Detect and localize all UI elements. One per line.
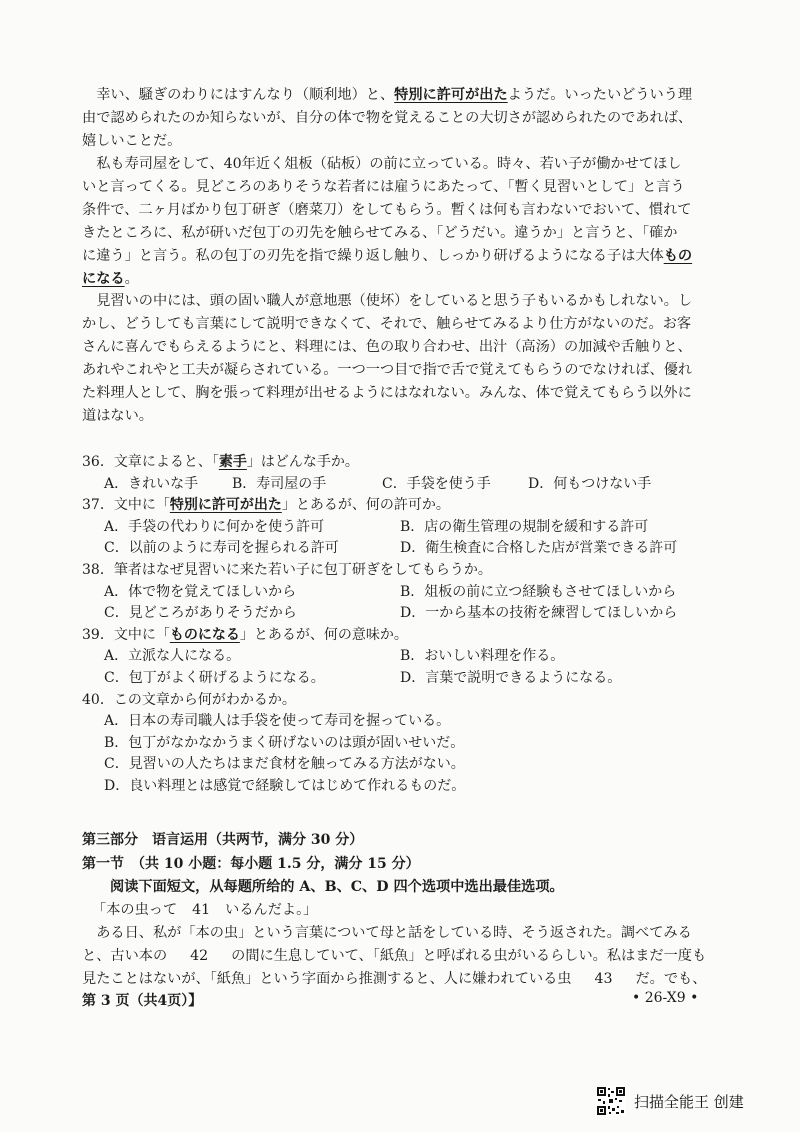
- scanner-watermark: [596, 1084, 744, 1118]
- text-segment: 私も寿司屋をして、40年近く俎板（砧板）の前に立っている。時々、若い子が働かせてほし: [82, 156, 682, 172]
- text-segment: 道はない。: [82, 408, 153, 424]
- answer-option: B．俎板の前に立つ経験もさせてほしいから: [400, 583, 677, 600]
- passage-line: [82, 336, 708, 359]
- answer-option: B．包丁がなかなかうまく研げないのは頭が固いせいだ。: [104, 734, 465, 751]
- answer-option: D．一から基本の技術を練習してほしいから: [400, 605, 678, 622]
- options-row: [82, 474, 677, 496]
- text-segment: 」とあるが、何の許可か。: [281, 497, 450, 514]
- options-row: [82, 668, 677, 690]
- underlined-phrase: ものになる: [169, 626, 240, 643]
- cloze-text: だ。でも、: [635, 971, 707, 987]
- answer-option: A．体で物を覚えてほしいから: [104, 583, 297, 600]
- passage-line: [82, 290, 708, 313]
- options-row: [82, 582, 677, 604]
- text-segment: 37．文中に「: [82, 497, 170, 514]
- part3-instruction: [82, 876, 708, 899]
- passage-line: [82, 153, 708, 176]
- passage-line: [82, 359, 708, 382]
- text-segment: 」はどんな手か。: [246, 454, 359, 470]
- text-segment: 36．文章によると、「: [82, 454, 219, 470]
- cloze-line-3: [82, 945, 708, 968]
- passage-line: [82, 84, 708, 107]
- text-segment: 40．この文章から何がわかるか。: [82, 691, 296, 708]
- cloze-text: 「本の虫って: [92, 902, 178, 918]
- underlined-phrase: もの: [663, 248, 693, 264]
- passage-line: [82, 107, 708, 130]
- blank-43: 43: [571, 968, 635, 991]
- answer-option: D．衛生検査に合格した店が営業できる許可: [400, 540, 678, 557]
- text-segment: 38．筆者はなぜ見習いに来た若い子に包丁研ぎをしてもらうか。: [82, 561, 492, 578]
- text-segment: に違う」と言う。私の包丁の刃先を指で繰り返し触り、しっかり研げるようになる子は大体: [82, 248, 664, 264]
- passage-line: [82, 405, 708, 428]
- text-segment: 39．文中に「: [82, 626, 170, 643]
- text-segment: さんに喜んでもらえるようにと、料理には、色の取り合わせ、出汁（高汤）の加減や舌触りと、: [82, 339, 692, 355]
- text-segment: 。: [124, 271, 139, 287]
- text-segment: きたところに、私が研いだ包丁の刃先を触らせてみる、「どうだい。違うか」と言うと、「確か: [82, 225, 678, 241]
- cloze-line-4: [82, 968, 708, 991]
- answer-option: C．手袋を使う手: [382, 475, 491, 492]
- cloze-text: の間に生息していて、「紙魚」と呼ばれる虫がいるらしい。私はまだ一度も: [231, 948, 707, 964]
- passage-line: [82, 176, 708, 199]
- answer-option: C．見習いの人たちはまだ食材を触ってみる方法がない。: [104, 756, 465, 773]
- question-list: [82, 452, 677, 798]
- options-row: [82, 733, 677, 755]
- question-stem: [82, 452, 677, 474]
- exam-code: • 26-X9 •: [632, 990, 699, 1006]
- underlined-phrase: になる: [82, 271, 125, 287]
- cloze-line-2: ある日、私が「本の虫」という言葉について母と話をしている時、そう返された。調べてみる: [82, 925, 692, 941]
- text-segment: 条件で、二ヶ月ばかり包丁研ぎ（磨菜刀）をしてもらう。暫くは何も言わないでおいて、慣れて: [82, 202, 692, 218]
- passage-line: [82, 199, 708, 222]
- underlined-phrase: 特別に許可が出た: [169, 497, 282, 514]
- question-stem: [82, 625, 677, 647]
- answer-option: D．良い料理とは感覚で経験してはじめて作れるものだ。: [104, 777, 466, 794]
- cloze-text: いるんだよ。」: [225, 902, 318, 918]
- answer-option: B．おいしい料理を作る。: [400, 648, 565, 665]
- blank-41: 41: [177, 899, 225, 922]
- answer-option: A．立派な人になる。: [104, 648, 241, 665]
- cloze-line-1: [82, 899, 708, 922]
- options-row: [82, 776, 677, 798]
- text-segment: いと言ってくる。見どころのありそうな若者には雇うにあたって、「暫く見習いとして」と言う: [82, 179, 685, 195]
- text-segment: 幸い、騒ぎのわりにはすんなり（顺利地）と、: [82, 87, 395, 103]
- options-row: [82, 538, 677, 560]
- answer-option: A．日本の寿司職人は手袋を使って寿司を握っている。: [104, 713, 451, 730]
- answer-option: D．何もつけない手: [528, 475, 652, 492]
- text-segment: ようだ。いったいどういう理: [507, 87, 693, 103]
- question-stem: [82, 690, 677, 712]
- passage-line: [82, 382, 708, 405]
- options-row: [82, 517, 677, 539]
- text-segment: 由で認められたのか知らないが、自分の体で物を覚えることの大切さが認められたのであれば、: [82, 110, 693, 126]
- passage-line: [82, 268, 708, 291]
- watermark-text: 扫描全能王 创建: [634, 1092, 744, 1111]
- text-segment: た料理人として、胸を張って料理が出せるようにはなれない。みんな、体で覚えてもらう以外に: [82, 385, 692, 401]
- question-stem: [82, 560, 677, 582]
- blank-42: 42: [167, 945, 231, 968]
- passage-paragraph-2: [82, 153, 708, 291]
- answer-option: C．以前のように寿司を握られる許可: [104, 540, 339, 557]
- options-row: [82, 646, 677, 668]
- answer-option: B．店の衛生管理の規制を緩和する許可: [400, 518, 649, 535]
- qr-code-icon: [596, 1086, 626, 1116]
- text-segment: 」とあるが、何の意味か。: [239, 626, 408, 643]
- answer-option: A．手袋の代わりに何かを使う許可: [104, 518, 325, 535]
- underlined-phrase: 素手: [218, 454, 247, 470]
- passage-line: [82, 130, 708, 153]
- options-row: [82, 603, 677, 625]
- passage-line: [82, 222, 708, 245]
- answer-option: D．言葉で説明できるようになる。: [400, 669, 622, 686]
- passage-paragraph-1: [82, 84, 708, 153]
- instruction-text: 阅读下面短文，从每题所给的 A、B、C、D 四个选项中选出最佳选项。: [110, 879, 564, 895]
- answer-option: C．包丁がよく研げるようになる。: [104, 669, 325, 686]
- text-segment: 見習いの中には、頭の固い職人が意地悪（使坏）をしていると思う子もいるかもしれない。し: [82, 293, 693, 309]
- part3-title: 第三部分 语言运用（共两节，满分 30 分）: [82, 832, 364, 848]
- question-stem: [82, 495, 677, 517]
- answer-option: A．きれいな手: [104, 475, 199, 492]
- answer-option: B．寿司屋の手: [232, 475, 327, 492]
- underlined-phrase: 特別に許可が出た: [394, 87, 508, 103]
- cloze-text: と、古い本の: [82, 948, 168, 964]
- passage-line: [82, 245, 708, 268]
- passage-line: [82, 313, 708, 336]
- text-segment: 嬉しいことだ。: [82, 133, 182, 149]
- options-row: [82, 711, 677, 733]
- options-row: [82, 754, 677, 776]
- cloze-passage: [82, 899, 708, 991]
- answer-option: C．見どころがありそうだから: [104, 605, 297, 622]
- passage-paragraph-3: [82, 290, 708, 428]
- text-segment: かし、どうしても言葉にして説明できなくて、それで、触らせてみるより仕方がないのだ。お客: [82, 316, 692, 332]
- page-number: 第 3 页（共4页）】: [82, 993, 203, 1009]
- cloze-text: 見たことはないが、「紙魚」という字面から推測すると、人に嫌われている虫: [82, 971, 572, 987]
- text-segment: あれやこれやと工夫が凝らされている。一つ一つ目で指で舌で覚えてもらうのでなければ、優れ: [82, 362, 693, 378]
- section1-title: 第一节 （共 10 小题：每小题 1.5 分，满分 15 分）: [82, 856, 420, 872]
